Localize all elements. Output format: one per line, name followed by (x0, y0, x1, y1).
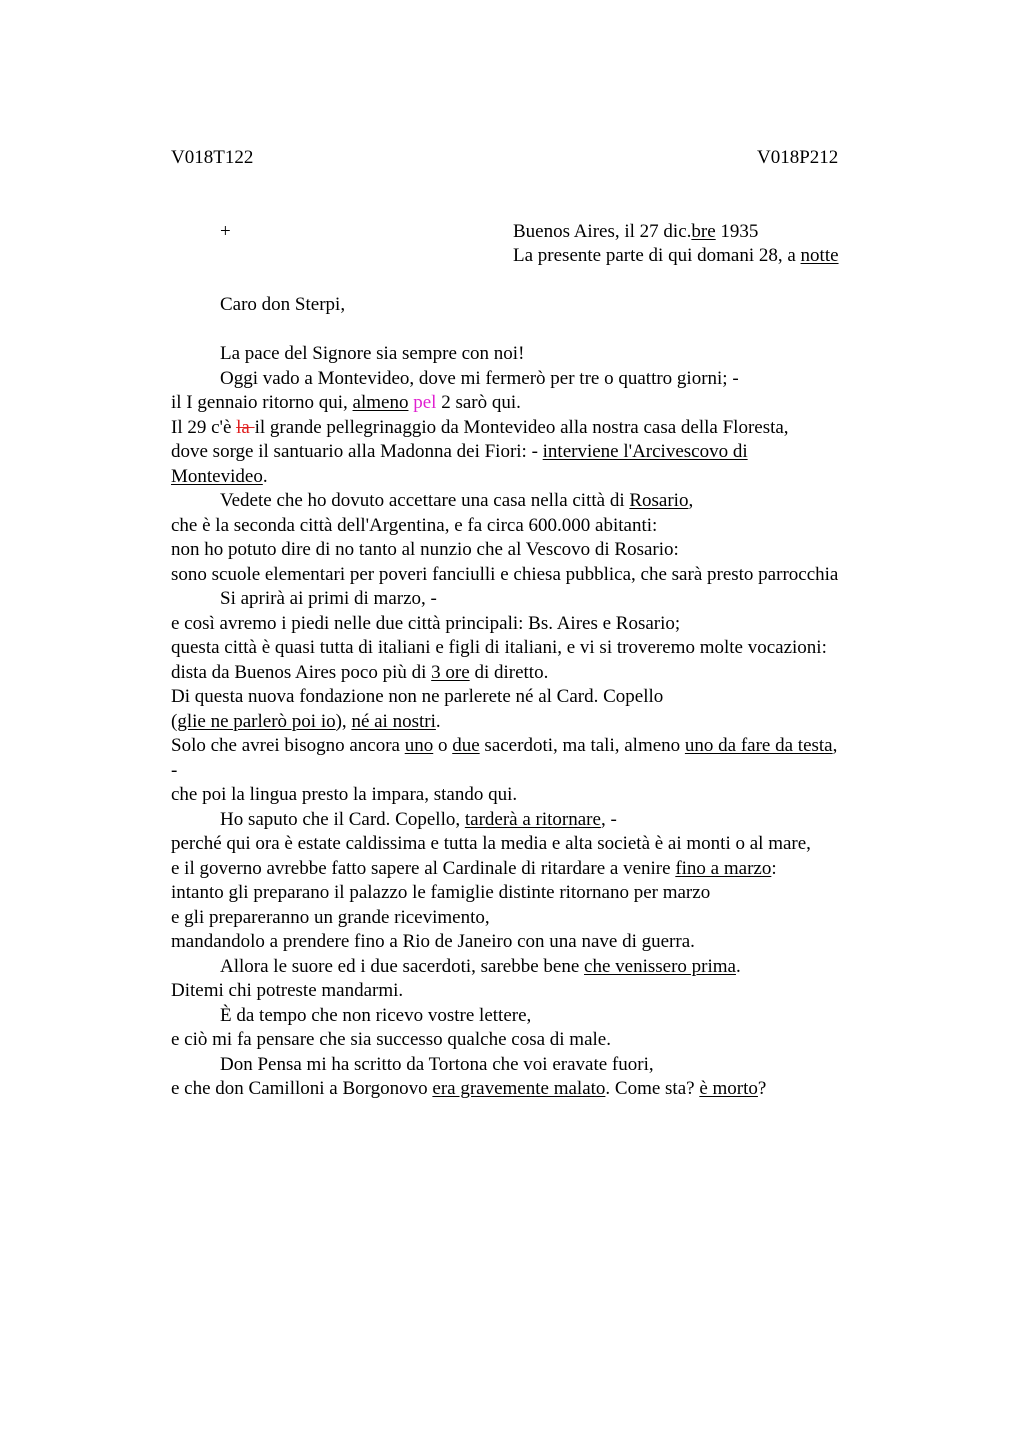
letter-line: Ho saputo che il Card. Copello, tarderà a ritornare, - (220, 808, 617, 830)
letter-line: e così avremo i piedi nelle due città principali: Bs. Aires e Rosario; (171, 612, 681, 634)
letter-line: Di questa nuova fondazione non ne parlerete né al Card. Copello (171, 686, 664, 707)
dateline-departure: La presente parte di qui domani 28, a notte (513, 245, 839, 266)
letter-line: mandandolo a prendere fino a Rio de Janeiro con una nave di guerra. (171, 931, 695, 952)
letter-line: Si aprirà ai primi di marzo, - (220, 588, 437, 609)
letter-line: Oggi vado a Montevideo, dove mi fermerò per tre o quattro giorni; - (220, 367, 739, 389)
letter-line: Vedete che ho dovuto accettare una casa nella città di Rosario, (220, 490, 694, 511)
letter-line: e il governo avrebbe fatto sapere al Cardinale di ritardare a venire fino a marzo: (171, 857, 777, 879)
letter-line: - (171, 759, 178, 781)
inserted-word: pel (413, 392, 437, 413)
letter-line: intanto gli preparano il palazzo le famiglie distinte ritornano per marzo (171, 882, 711, 903)
letter-line: non ho potuto dire di no tanto al nunzio che al Vescovo di Rosario: (171, 539, 679, 560)
letter-line: e ciò mi fa pensare che sia successo qualche cosa di male. (171, 1029, 611, 1050)
letter-line: dista da Buenos Aires poco più di 3 ore di diretto. (171, 661, 549, 683)
letter-line: Ditemi chi potreste mandarmi. (171, 980, 404, 1001)
cross-symbol: + (220, 221, 231, 242)
letter-line: che poi la lingua presto la impara, stando qui. (171, 784, 518, 805)
letter-line: Don Pensa mi ha scritto da Tortona che voi eravate fuori, (220, 1053, 654, 1075)
document-code-right: V018P212 (757, 147, 839, 168)
letter-line: La pace del Signore sia sempre con noi! (220, 343, 525, 364)
letter-line: sono scuole elementari per poveri fanciulli e chiesa pubblica, che sarà presto parrocchia (171, 563, 839, 585)
letter-line: il I gennaio ritorno qui, almeno pel 2 sarò qui. (171, 392, 521, 413)
letter-line: che è la seconda città dell'Argentina, e fa circa 600.000 abitanti: (171, 514, 658, 536)
letter-line: questa città è quasi tutta di italiani e figli di italiani, e vi si troveremo molte vocazioni: (171, 637, 827, 658)
letter-line: Montevideo. (171, 465, 268, 487)
deleted-word: la (236, 416, 255, 438)
dateline (513, 220, 839, 268)
letter-line: e gli prepareranno un grande ricevimento, (171, 906, 490, 928)
letter-line: e che don Camilloni a Borgonovo era gravemente malato. Come sta? è morto? (171, 1078, 767, 1099)
document-code-left: V018T122 (171, 147, 254, 168)
letter-line: (glie ne parlerò poi io), né ai nostri. (171, 710, 441, 732)
letter-line: È da tempo che non ricevo vostre lettere, (220, 1004, 532, 1026)
dateline-place-date: Buenos Aires, il 27 dic.bre 1935 (513, 221, 759, 242)
letter-line: perché qui ora è estate caldissima e tutta la media e alta società è ai monti o al mare, (171, 833, 811, 854)
letter-line: Solo che avrei bisogno ancora uno o due sacerdoti, ma tali, almeno uno da fare da testa, (171, 735, 838, 756)
letter-line: Allora le suore ed i due sacerdoti, sarebbe bene che venissero prima. (220, 955, 741, 977)
letter-body (171, 342, 901, 1102)
salutation: Caro don Sterpi, (220, 294, 346, 315)
letter-line: dove sorge il santuario alla Madonna dei Fiori: - interviene l'Arcivescovo di (171, 441, 748, 462)
letter-line: Il 29 c'è la il grande pellegrinaggio da Montevideo alla nostra casa della Floresta, (171, 416, 789, 438)
